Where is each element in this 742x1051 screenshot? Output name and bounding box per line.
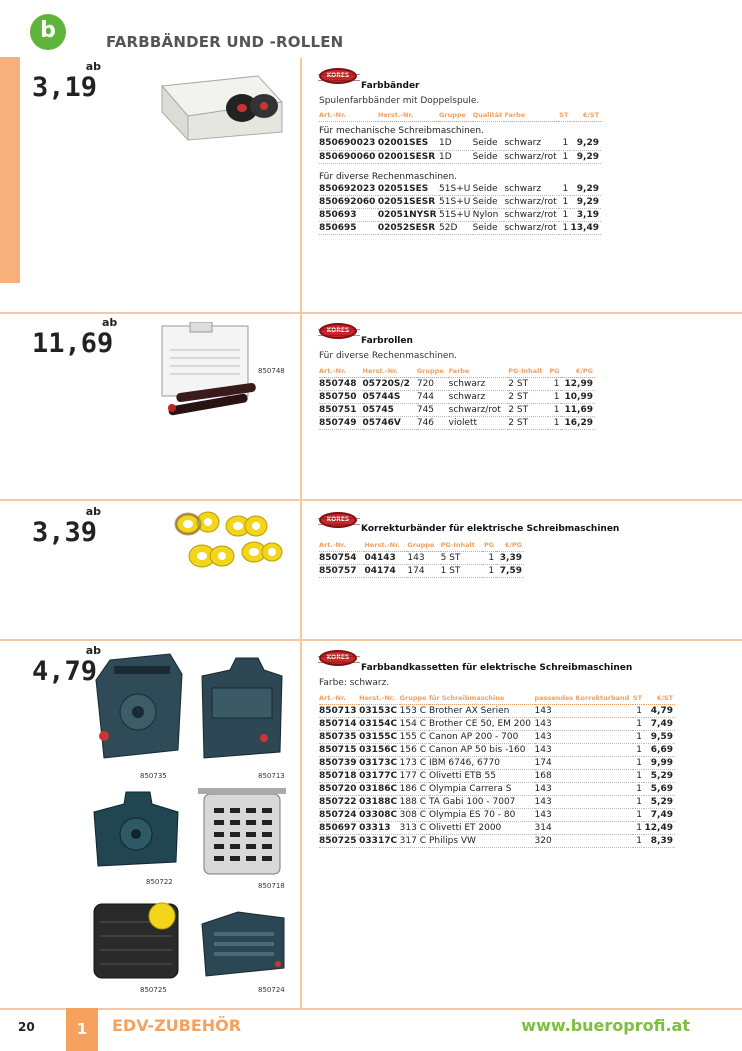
section-subtitle: Spulenfarbbänder mit Doppelspule.: [319, 96, 480, 106]
table-row: 850692060 02051SESR 51S+U Seide schwarz/rot 1 9,29: [319, 197, 599, 207]
brand-emblem: KORES: [319, 323, 357, 339]
correction-tape-image: [172, 508, 284, 576]
section-title: Farbrollen: [361, 336, 413, 346]
table-row: 850757 04174 174 1 ST 1 7,59: [319, 566, 522, 576]
col-header: PG-Inhalt: [441, 541, 483, 552]
table-row: 850750 05744S 744 schwarz 2 ST 1 10,99: [319, 392, 593, 402]
image-label: 850748: [258, 367, 285, 375]
table-row: 850720 03186C 186 C Olympia Carrera S 143 1 5,69: [319, 784, 673, 794]
image-label: 850713: [258, 772, 285, 780]
section-title: Farbbänder: [361, 81, 420, 91]
footer-divider: [0, 1008, 742, 1010]
price-prefix: ab: [85, 505, 102, 518]
cassette-image: [90, 892, 182, 982]
col-header: €/ST: [644, 694, 675, 705]
col-header: Herst.-Nr.: [359, 694, 400, 705]
table-row: 850725 03317C 317 C Philips VW 320 1 8,39: [319, 836, 673, 846]
table-row: 850695 02052SESR 52D Seide schwarz/rot 1 13,49: [319, 223, 599, 233]
col-header: PG-Inhalt: [508, 367, 548, 378]
col-header: Herst.-Nr.: [378, 111, 439, 122]
table-row: 850715 03156C 156 C Canon AP 50 bis -160 143 1 6,69: [319, 745, 673, 755]
cassette-image: [198, 904, 288, 982]
table-row: 850693 02051NYSR 51S+U Nylon schwarz/rot 1 3,19: [319, 210, 599, 220]
col-header: Art.-Nr.: [319, 541, 364, 552]
col-header: Herst.-Nr.: [364, 541, 407, 552]
price-prefix: ab: [101, 316, 118, 329]
table-row: 850714 03154C 154 C Brother CE 50, EM 200 143 1 7,49: [319, 719, 673, 729]
price-label: 4,79 ab: [32, 644, 102, 687]
price-prefix: ab: [85, 644, 102, 657]
table-row: 850692023 02051SES 51S+U Seide schwarz 1 9,29: [319, 183, 599, 194]
product-table: [319, 111, 601, 235]
col-header: Art.-Nr.: [319, 694, 359, 705]
table-row: 850751 05745 745 schwarz/rot 2 ST 1 11,69: [319, 405, 593, 415]
col-header: Farbe: [449, 367, 509, 378]
image-label: 850725: [140, 986, 167, 994]
col-header: Art.-Nr.: [319, 111, 378, 122]
col-header: Herst.-Nr.: [363, 367, 417, 378]
page-number: 20: [18, 1020, 35, 1034]
col-header: Gruppe: [439, 111, 473, 122]
table-row: 850722 03188C 188 C TA Gabi 100 - 7007 143 1 5,29: [319, 797, 673, 807]
price-label: 3,39 ab: [32, 505, 102, 548]
cassette-image: [196, 784, 288, 880]
group-label: Für mechanische Schreibmaschinen.: [319, 126, 484, 136]
ribbon-box-image: [158, 72, 286, 142]
table-row: 850749 05746V 746 violett 2 ST 1 16,29: [319, 418, 593, 428]
section-separator: [0, 639, 742, 641]
col-header: Farbe: [504, 111, 559, 122]
col-header: ST: [559, 111, 570, 122]
page-title: FARBBÄNDER UND -ROLLEN: [106, 33, 344, 51]
table-row: 850690060 02001SESR 1D Seide schwarz/rot 1 9,29: [319, 151, 599, 162]
image-label: 850722: [146, 878, 173, 886]
section-separator: [0, 312, 742, 314]
col-header: Gruppe: [400, 694, 429, 705]
product-table: [319, 541, 524, 578]
section-subtitle: Farbe: schwarz.: [319, 678, 390, 688]
section-subtitle: Für diverse Rechenmaschinen.: [319, 351, 458, 361]
section-title: Korrekturbänder für elektrische Schreibmaschinen: [361, 524, 620, 534]
col-header: Art.-Nr.: [319, 367, 363, 378]
col-header: passendes Korrekturband: [535, 694, 633, 705]
table-row: 850754 04143 143 5 ST 1 3,39: [319, 553, 522, 563]
cassette-image: [90, 650, 186, 766]
table-row: 850748 05720S/2 720 schwarz 2 ST 1 12,99: [319, 379, 593, 389]
cassette-image: [90, 782, 182, 874]
table-row: 850697 03313 313 C Olivetti ET 2000 314 1 12,49: [319, 823, 673, 833]
website-url[interactable]: www.bueroprofi.at: [521, 1016, 690, 1035]
table-row: 850739 03173C 173 C IBM 6746, 6770 174 1 9,99: [319, 758, 673, 768]
price-label: 11,69 ab: [32, 316, 118, 359]
cassette-rows: [319, 705, 675, 848]
image-label: 850724: [258, 986, 285, 994]
brand-emblem: KORES: [319, 650, 357, 666]
price-label: 3,19 ab: [32, 60, 102, 103]
chapter-tab: 1: [66, 1008, 98, 1051]
image-label: 850735: [140, 772, 167, 780]
product-table: [319, 367, 595, 430]
column-divider: [300, 58, 302, 1010]
col-header: ST: [633, 694, 644, 705]
section-separator: [0, 499, 742, 501]
brand-emblem: KORES: [319, 512, 357, 528]
section-title: Farbbandkassetten für elektrische Schreibmaschinen: [361, 663, 633, 673]
brand-emblem: KORES: [319, 68, 357, 84]
ink-roll-box-image: [158, 322, 262, 418]
col-header: für Schreibmaschine: [429, 694, 535, 705]
table-row: 850718 03177C 177 C Olivetti ETB 55 168 1 5,29: [319, 771, 673, 781]
table-row: 850724 03308C 308 C Olympia ES 70 - 80 143 1 7,49: [319, 810, 673, 820]
group-label: Für diverse Rechenmaschinen.: [319, 171, 458, 182]
cassette-image: [196, 656, 288, 766]
table-row: 850735 03155C 155 C Canon AP 200 - 700 143 1 9,59: [319, 732, 673, 742]
col-header: Qualität: [473, 111, 505, 122]
col-header: €/PG: [496, 541, 524, 552]
section-color-strip: [0, 57, 20, 283]
chapter-title: EDV-ZUBEHÖR: [112, 1016, 242, 1035]
brand-logo: b: [30, 14, 66, 50]
col-header: Gruppe: [407, 541, 440, 552]
col-header: PG: [482, 541, 496, 552]
table-row: 850713 03153C 153 C Brother AX Serien 143 1 4,79: [319, 706, 673, 716]
price-prefix: ab: [85, 60, 102, 73]
col-header: €/ST: [570, 111, 601, 122]
col-header: €/PG: [561, 367, 595, 378]
col-header: Gruppe: [417, 367, 449, 378]
image-label: 850718: [258, 882, 285, 890]
product-table: [319, 694, 675, 848]
table-row: 850690023 02001SES 1D Seide schwarz 1 9,29: [319, 138, 599, 149]
col-header: PG: [548, 367, 561, 378]
